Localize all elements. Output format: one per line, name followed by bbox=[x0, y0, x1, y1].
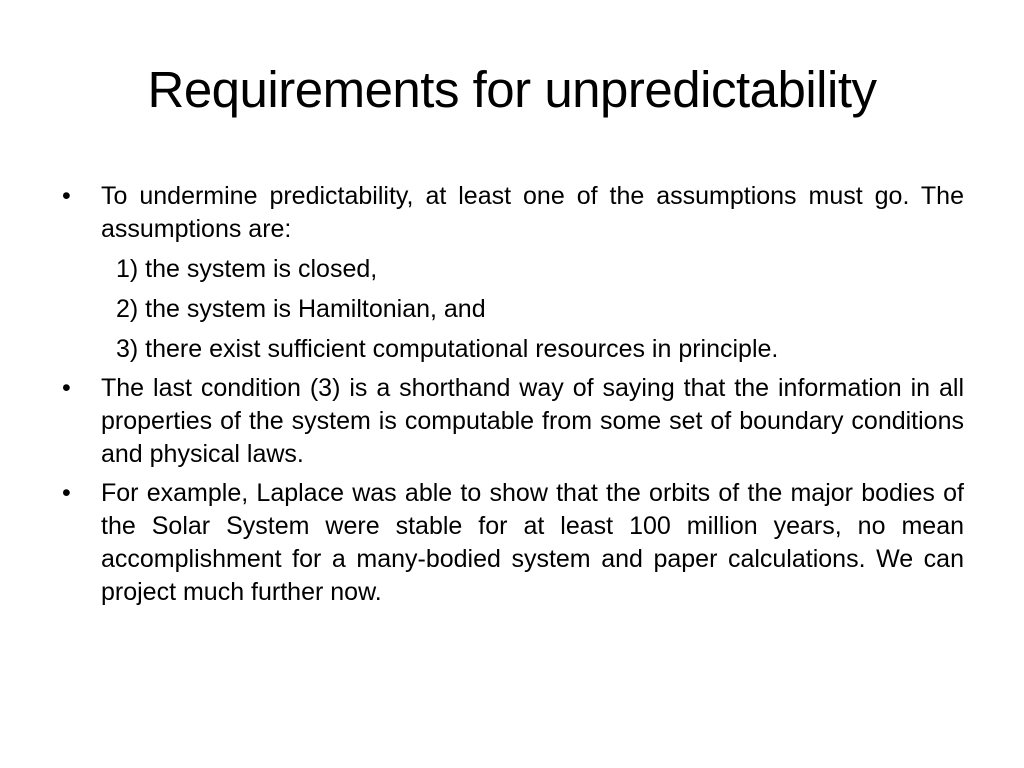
assumption-2: 2) the system is Hamiltonian, and bbox=[116, 295, 486, 323]
bullet-text: The last condition (3) is a shorthand way of saying that the information in all properties of the system is computable from some set of boundary conditions and physical laws. bbox=[101, 374, 964, 468]
bullet-item-3 bbox=[52, 477, 964, 609]
bullet-item-2 bbox=[52, 372, 964, 471]
bullet-item-1 bbox=[52, 180, 964, 366]
bullet-list bbox=[52, 180, 964, 615]
bullet-dot-icon: • bbox=[62, 479, 71, 507]
assumption-3: 3) there exist sufficient computational resources in principle. bbox=[116, 335, 779, 363]
bullet-dot-icon: • bbox=[62, 374, 71, 402]
assumption-1: 1) the system is closed, bbox=[116, 255, 378, 283]
bullet-text: To undermine predictability, at least one of the assumptions must go. The assumptions are: bbox=[101, 182, 964, 243]
bullet-text: For example, Laplace was able to show that the orbits of the major bodies of the Solar System were stable for at least 100 million years, no mean accomplishment for a many-bodied system and paper calculations. We can project much further now. bbox=[101, 479, 964, 606]
bullet-dot-icon: • bbox=[62, 182, 71, 210]
slide-title: Requirements for unpredictability bbox=[147, 61, 877, 118]
